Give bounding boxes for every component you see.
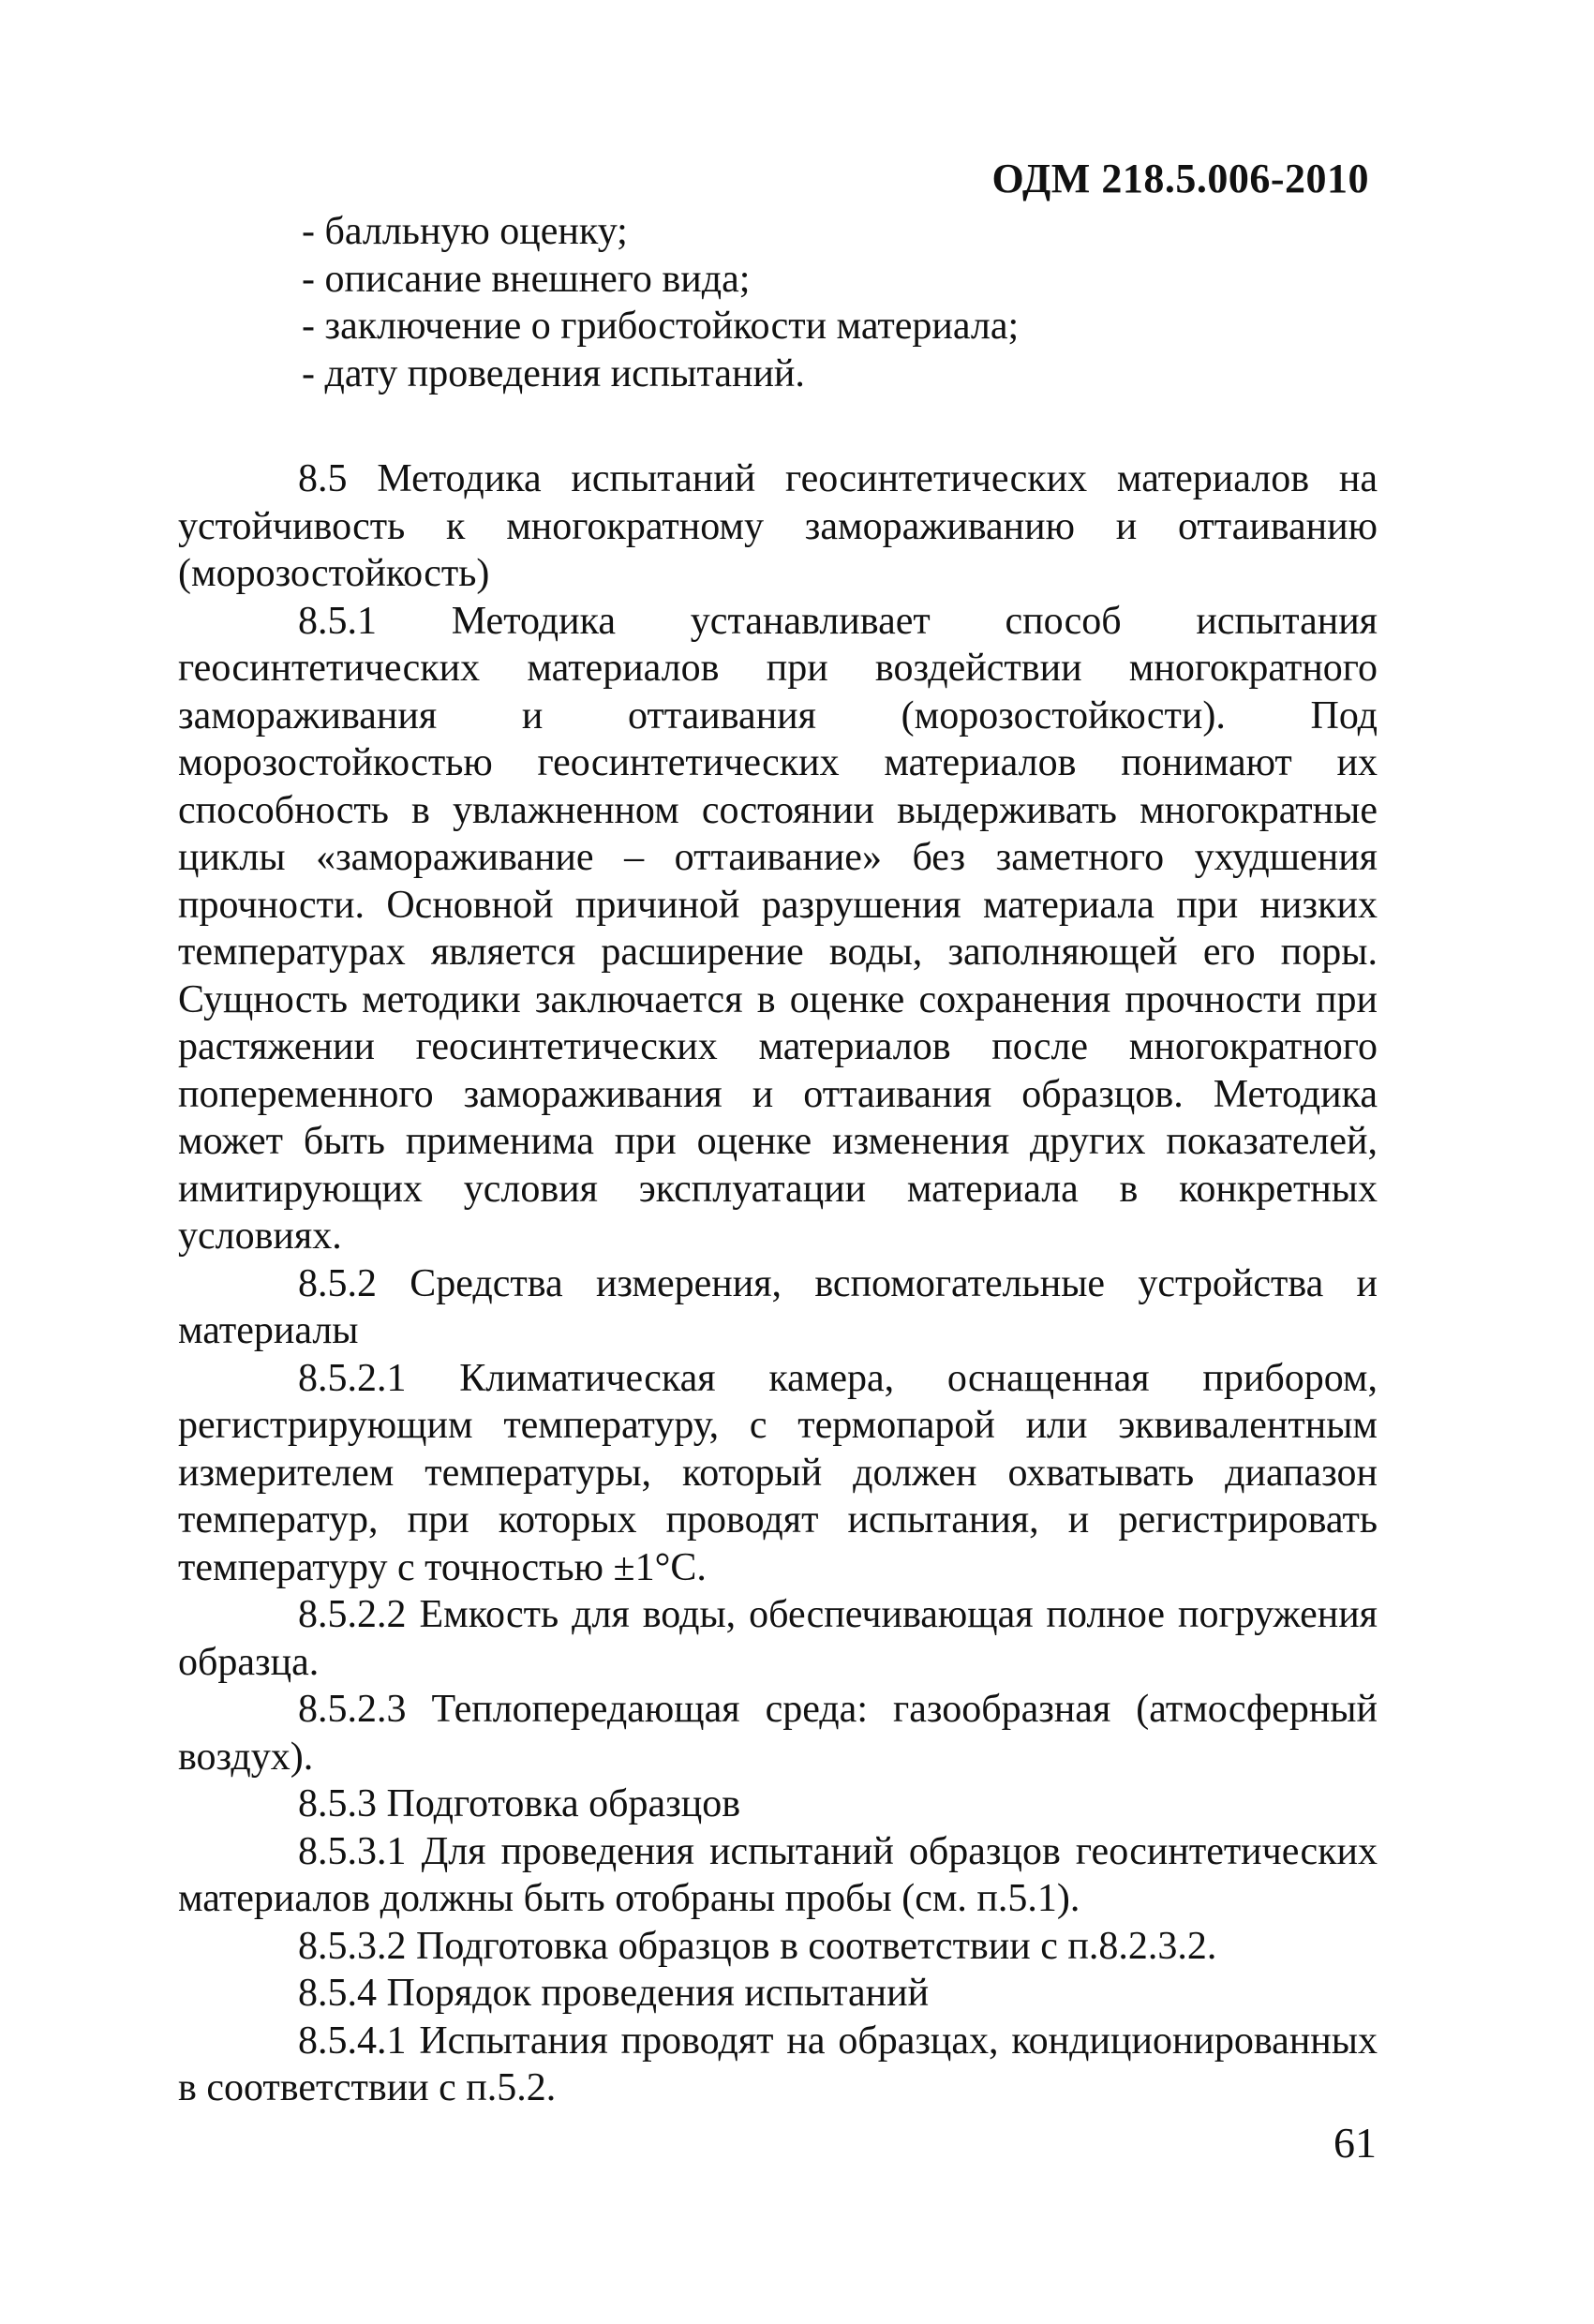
list-item: - балльную оценку;	[302, 210, 628, 253]
subsection-heading-8-5-3: 8.5.3 Подготовка образцов	[298, 1782, 741, 1825]
paragraph-8-5-1: 8.5.1 Методика устанавливает способ испытания геосинтетических материалов при воздействии многократного замораживания и оттаивания (морозостойкости). Под морозостойкостью геосинтетических материалов понимают их способность в увлажненном состоянии выдерживать многократные циклы «замораживание – оттаивание» без заметного ухудшения прочности. Основной причиной разрушения материала при низких температурах является расширение воды, заполняющей его поры. Сущность методики заключается в оценке сохранения прочности при растяжении геосинтетических материалов после многократного попеременного замораживания и оттаивания образцов. Методика может быть применима при оценке изменения других показателей, имитирующих условия эксплуатации материала в конкретных условиях.	[178, 599, 1378, 1258]
spacer	[178, 397, 1378, 455]
paragraph-8-5-2-2: 8.5.2.2 Емкость для воды, обеспечивающая полное погружения образца.	[178, 1593, 1378, 1684]
paragraph-8-5-2-1: 8.5.2.1 Климатическая камера, оснащенная прибором, регистрирующим температуру, с термопарой или эквивалентным измерителем температуры, который должен охватывать диапазон температур, при которых проводят испытания, и регистрировать температуру с точностью ±1°С.	[178, 1356, 1378, 1589]
section-heading-8-5: 8.5 Методика испытаний геосинтетических материалов на устойчивость к многократному замораживанию и оттаиванию (морозостойкость)	[178, 457, 1378, 595]
paragraph-8-5-3-2: 8.5.3.2 Подготовка образцов в соответствии с п.8.2.3.2.	[298, 1924, 1217, 1968]
subsection-heading-8-5-2: 8.5.2 Средства измерения, вспомогательные устройства и материалы	[178, 1261, 1378, 1352]
page-content	[178, 208, 1378, 2112]
subsection-heading-8-5-4: 8.5.4 Порядок проведения испытаний	[298, 1972, 930, 2015]
paragraph-8-5-3-1: 8.5.3.1 Для проведения испытаний образцов геосинтетических материалов должны быть отобраны пробы (см. п.5.1).	[178, 1829, 1378, 1920]
list-item: - дату проведения испытаний.	[302, 351, 805, 395]
page-number: 61	[1333, 2119, 1377, 2167]
list-item: - заключение о грибостойкости материала;	[302, 305, 1020, 348]
list-item: - описание внешнего вида;	[302, 257, 751, 301]
paragraph-8-5-2-3: 8.5.2.3 Теплопередающая среда: газообразная (атмосферный воздух).	[178, 1688, 1378, 1779]
document-code-header: ОДМ 218.5.006-2010	[991, 156, 1369, 201]
paragraph-8-5-4-1: 8.5.4.1 Испытания проводят на образцах, кондиционированных в соответствии с п.5.2.	[178, 2019, 1378, 2109]
